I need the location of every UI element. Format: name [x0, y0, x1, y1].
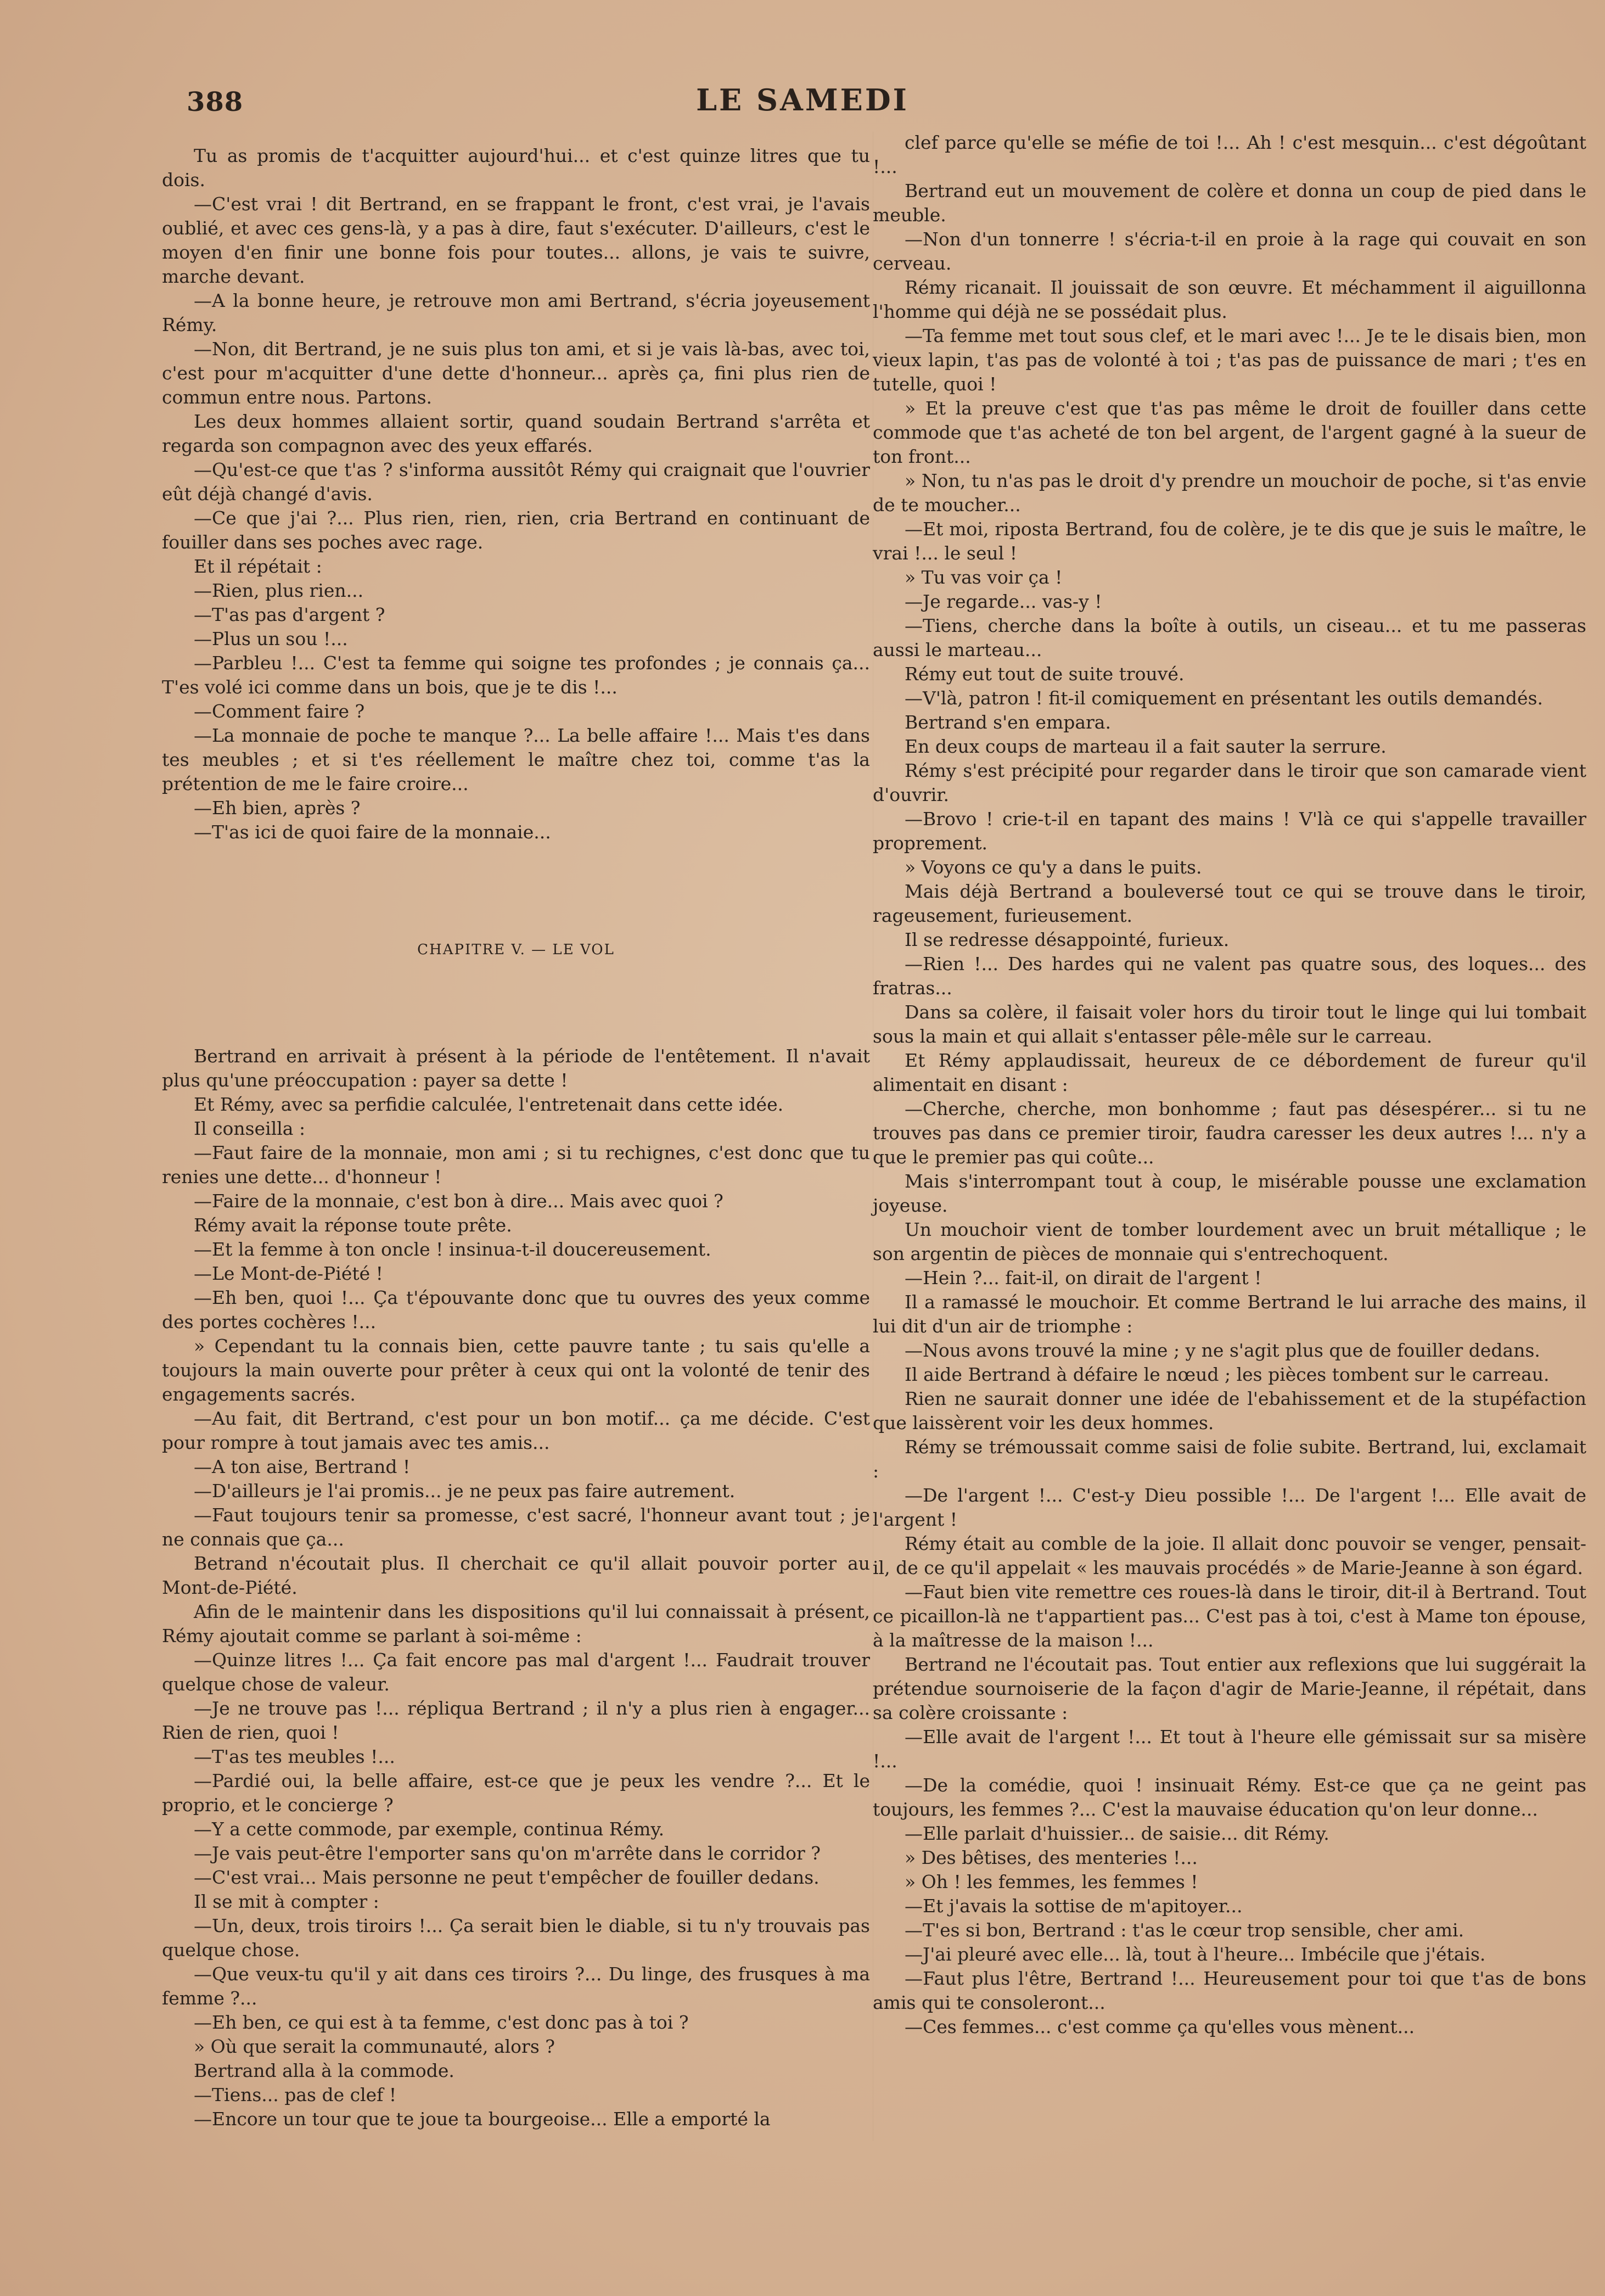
paragraph: —A ton aise, Bertrand !	[194, 1456, 411, 1477]
right-column-text	[873, 131, 1586, 2039]
paragraph: —De la comédie, quoi ! insinuait Rémy. Est-ce que ça ne geint pas toujours, les femmes ?... C'est la mauvaise éducation qu'on leur donne...	[873, 1774, 1586, 1820]
paragraph: clef parce qu'elle se méfie de toi !... Ah ! c'est mesquin... c'est dégoûtant !...	[873, 132, 1586, 177]
paragraph: En deux coups de marteau il a fait sauter la serrure.	[905, 736, 1387, 757]
paragraph: —Elle avait de l'argent !... Et tout à l'heure elle gémissait sur sa misère !...	[873, 1726, 1586, 1772]
journal-title: LE SAMEDI	[696, 82, 909, 117]
paragraph: —Faut toujours tenir sa promesse, c'est sacré, l'honneur avant tout ; je ne connais que ça...	[162, 1504, 870, 1550]
paragraph: Mais déjà Bertrand a bouleversé tout ce qui se trouve dans le tiroir, rageusement, furieusement.	[873, 881, 1586, 926]
paragraph: Il aide Bertrand à défaire le nœud ; les pièces tombent sur le carreau.	[905, 1364, 1550, 1385]
paragraph: —D'ailleurs je l'ai promis... je ne peux pas faire autrement.	[194, 1480, 736, 1502]
paragraph: —Nous avons trouvé la mine ; y ne s'agit plus que de fouiller dedans.	[905, 1340, 1540, 1361]
right-column	[873, 131, 1586, 2039]
paragraph: Betrand n'écoutait plus. Il cherchait ce qu'il allait pouvoir porter au Mont-de-Piété.	[162, 1553, 870, 1598]
paragraph: —Brovo ! crie-t-il en tapant des mains ! V'là ce qui s'appelle travailler proprement.	[873, 808, 1586, 854]
paragraph: Et Rémy, avec sa perfidie calculée, l'entretenait dans cette idée.	[194, 1094, 784, 1115]
paragraph: —Y a cette commode, par exemple, continua Rémy.	[194, 1818, 665, 1840]
paragraph: Et il répétait :	[194, 556, 322, 577]
paragraph: Et Rémy applaudissait, heureux de ce débordement de fureur qu'il alimentait en disant :	[873, 1050, 1586, 1095]
left-column-text-after	[162, 1044, 870, 2131]
paragraph: —Elle parlait d'huissier... de saisie... dit Rémy.	[905, 1823, 1329, 1844]
paragraph: Bertrand ne l'écoutait pas. Tout entier aux reflexions que lui suggérait la prétendue sournoiserie de la façon d'agir de Marie-Jeanne, il répétait, dans sa colère croissante :	[873, 1654, 1586, 1723]
paragraph: —Le Mont-de-Piété !	[194, 1263, 383, 1284]
paragraph: —Encore un tour que te joue ta bourgeoise... Elle a emporté la	[194, 2108, 771, 2130]
paragraph: —Plus un sou !...	[194, 628, 348, 649]
paragraph: —De l'argent !... C'est-y Dieu possible !... De l'argent !... Elle avait de l'argent !	[873, 1485, 1586, 1530]
paragraph: —Tiens, cherche dans la boîte à outils, un ciseau... et tu me passeras aussi le marteau...	[873, 615, 1586, 660]
paragraph: —Comment faire ?	[194, 701, 365, 722]
paragraph: —T'as pas d'argent ?	[194, 604, 385, 625]
page-number: 388	[187, 87, 244, 117]
paragraph: —Et moi, riposta Bertrand, fou de colère, je te dis que je suis le maître, le vrai !... le seul !	[873, 518, 1586, 564]
paragraph: —Rien, plus rien...	[194, 580, 364, 601]
paragraph: —La monnaie de poche te manque ?... La belle affaire !... Mais t'es dans tes meubles ; et si t'es réellement le maître chez toi, comme t'as la prétention de me le faire croire...	[162, 725, 870, 794]
paragraph: —C'est vrai... Mais personne ne peut t'empêcher de fouiller dedans.	[194, 1867, 820, 1888]
paragraph: » Où que serait la communauté, alors ?	[194, 2036, 555, 2057]
paragraph: —Non, dit Bertrand, je ne suis plus ton ami, et si je vais là-bas, avec toi, c'est pour m'acquitter d'une dette d'honneur... après ça, fini plus rien de commun entre nous. Partons.	[162, 338, 870, 408]
paragraph: » Non, tu n'as pas le droit d'y prendre un mouchoir de poche, si t'as envie de te moucher...	[873, 470, 1586, 516]
paragraph: » Des bêtises, des menteries !...	[905, 1847, 1198, 1868]
paragraph: —Eh ben, ce qui est à ta femme, c'est donc pas à toi ?	[194, 2012, 689, 2033]
paragraph: —Pardié oui, la belle affaire, est-ce que je peux les vendre ?... Et le proprio, et le concierge ?	[162, 1770, 870, 1816]
paragraph: » Voyons ce qu'y a dans le puits.	[905, 856, 1202, 878]
paragraph: —Parbleu !... C'est ta femme qui soigne tes profondes ; je connais ça... T'es volé ici comme dans un bois, que je te dis !...	[162, 652, 870, 698]
paragraph: —Quinze litres !... Ça fait encore pas mal d'argent !... Faudrait trouver quelque chose de valeur.	[162, 1649, 870, 1695]
paragraph: —Je vais peut-être l'emporter sans qu'on m'arrête dans le corridor ?	[194, 1843, 821, 1864]
paragraph: Rémy s'est précipité pour regarder dans le tiroir que son camarade vient d'ouvrir.	[873, 760, 1586, 805]
paragraph: —Tiens... pas de clef !	[194, 2084, 397, 2105]
paragraph: —Hein ?... fait-il, on dirait de l'argent !	[905, 1267, 1262, 1289]
paragraph: —Non d'un tonnerre ! s'écria-t-il en proie à la rage qui couvait en son cerveau.	[873, 228, 1586, 274]
paragraph: Rémy eut tout de suite trouvé.	[905, 663, 1185, 685]
paragraph: —Cherche, cherche, mon bonhomme ; faut pas désespérer... si tu ne trouves pas dans ce premier tiroir, faudra caresser les deux autres !... n'y a que le premier pas qui coûte...	[873, 1098, 1586, 1168]
paragraph: » Et la preuve c'est que t'as pas même le droit de fouiller dans cette commode que t'as acheté de ton bel argent, de l'argent gagné à la sueur de ton front...	[873, 397, 1586, 467]
paragraph: —J'ai pleuré avec elle... là, tout à l'heure... Imbécile que j'étais.	[905, 1944, 1486, 1965]
paragraph: Rémy se trémoussait comme saisi de folie subite. Bertrand, lui, exclamait :	[873, 1436, 1586, 1482]
paragraph: —T'es si bon, Bertrand : t'as le cœur trop sensible, cher ami.	[905, 1919, 1464, 1941]
paragraph: —Je regarde... vas-y !	[905, 591, 1102, 612]
paragraph: Bertrand alla à la commode.	[194, 2060, 454, 2081]
paragraph: » Oh ! les femmes, les femmes !	[905, 1871, 1198, 1892]
paragraph: —T'as tes meubles !...	[194, 1746, 395, 1767]
paragraph: —Faire de la monnaie, c'est bon à dire... Mais avec quoi ?	[194, 1190, 723, 1212]
paragraph: —T'as ici de quoi faire de la monnaie...	[194, 821, 551, 843]
paragraph: Rémy ricanait. Il jouissait de son œuvre. Et méchamment il aiguillonna l'homme qui déjà ne se possédait plus.	[873, 277, 1586, 322]
paragraph: Bertrand en arrivait à présent à la période de l'entêtement. Il n'avait plus qu'une préoccupation : payer sa dette !	[162, 1045, 870, 1091]
paragraph: —Que veux-tu qu'il y ait dans ces tiroirs ?... Du linge, des frusques à ma femme ?...	[162, 1963, 870, 2009]
paragraph: Rien ne saurait donner une idée de l'ebahissement et de la stupéfaction que laissèrent voir les deux hommes.	[873, 1388, 1586, 1433]
paragraph: Il a ramassé le mouchoir. Et comme Bertrand le lui arrache des mains, il lui dit d'un air de triomphe :	[873, 1291, 1586, 1337]
paragraph: Afin de le maintenir dans les dispositions qu'il lui connaissait à présent, Rémy ajoutait comme se parlant à soi-même :	[162, 1601, 870, 1647]
chapter-heading: CHAPITRE V. — LE VOL	[417, 942, 615, 958]
paragraph: —Et la femme à ton oncle ! insinua-t-il doucereusement.	[194, 1239, 711, 1260]
paragraph: Il se redresse désappointé, furieux.	[905, 929, 1230, 950]
paragraph: —Faut plus l'être, Bertrand !... Heureusement pour toi que t'as de bons amis qui te consoleront...	[873, 1968, 1586, 2013]
paragraph: Rémy avait la réponse toute prête.	[194, 1214, 512, 1236]
paragraph: Les deux hommes allaient sortir, quand soudain Bertrand s'arrêta et regarda son compagnon avec des yeux effarés.	[162, 411, 870, 456]
paragraph: —C'est vrai ! dit Bertrand, en se frappant le front, c'est vrai, je l'avais oublié, et avec ces gens-là, y a pas à dire, faut s'exécuter. D'ailleurs, c'est le moyen d'en finir une bonne fois pour toutes... allons, je vais te suivre, marche devant.	[162, 193, 870, 287]
page-header	[0, 82, 1605, 126]
paragraph: » Cependant tu la connais bien, cette pauvre tante ; tu sais qu'elle a toujours la main ouverte pour prêter à ceux qui ont la volonté de tenir des engagements sacrés.	[162, 1335, 870, 1405]
paragraph: Tu as promis de t'acquitter aujourd'hui... et c'est quinze litres que tu dois.	[162, 145, 870, 191]
paragraph: Dans sa colère, il faisait voler hors du tiroir tout le linge qui lui tombait sous la main et qui allait s'entasser pêle-mêle sur le carreau.	[873, 1001, 1586, 1047]
paragraph: —Rien !... Des hardes qui ne valent pas quatre sous, des loques... des fratras...	[873, 953, 1586, 999]
left-column	[162, 144, 870, 2131]
paragraph: —Au fait, dit Bertrand, c'est pour un bon motif... ça me décide. C'est pour rompre à tout jamais avec tes amis...	[162, 1408, 870, 1453]
paragraph: —Ces femmes... c'est comme ça qu'elles vous mènent...	[905, 2016, 1415, 2037]
paragraph: —Je ne trouve pas !... répliqua Bertrand ; il n'y a plus rien à engager... Rien de rien, quoi !	[162, 1698, 870, 1743]
paragraph: Bertrand s'en empara.	[905, 712, 1111, 733]
paragraph: —A la bonne heure, je retrouve mon ami Bertrand, s'écria joyeusement Rémy.	[162, 290, 870, 335]
paragraph: —Ta femme met tout sous clef, et le mari avec !... Je te le disais bien, mon vieux lapin, t'as pas de volonté à toi ; t'as pas de puissance de mari ; t'es en tutelle, quoi !	[873, 325, 1586, 395]
paragraph: —Faut faire de la monnaie, mon ami ; si tu rechignes, c'est donc que tu renies une dette... d'honneur !	[162, 1142, 870, 1188]
paragraph: Il conseilla :	[194, 1118, 306, 1139]
paragraph: —Qu'est-ce que t'as ? s'informa aussitôt Rémy qui craignait que l'ouvrier eût déjà changé d'avis.	[162, 459, 870, 505]
paragraph: —Et j'avais la sottise de m'apitoyer...	[905, 1895, 1243, 1917]
paragraph: Il se mit à compter :	[194, 1891, 379, 1912]
paragraph: —Eh bien, après ?	[194, 797, 361, 819]
paragraph: —V'là, patron ! fit-il comiquement en présentant les outils demandés.	[905, 687, 1543, 709]
paragraph: —Eh ben, quoi !... Ça t'épouvante donc que tu ouvres des yeux comme des portes cochères !...	[162, 1287, 870, 1332]
paragraph: Mais s'interrompant tout à coup, le misérable pousse une exclamation joyeuse.	[873, 1171, 1586, 1216]
paragraph: » Tu vas voir ça !	[905, 567, 1063, 588]
paragraph: —Faut bien vite remettre ces roues-là dans le tiroir, dit-il à Bertrand. Tout ce picaillon-là ne t'appartient pas... C'est pas à toi, c'est à Mame ton épouse, à la maîtresse de la maison !...	[873, 1581, 1586, 1651]
left-column-text-before	[162, 144, 870, 844]
paragraph: Bertrand eut un mouvement de colère et donna un coup de pied dans le meuble.	[873, 180, 1586, 226]
paragraph: —Un, deux, trois tiroirs !... Ça serait bien le diable, si tu n'y trouvais pas quelque chose.	[162, 1915, 870, 1961]
paragraph: Un mouchoir vient de tomber lourdement avec un bruit métallique ; le son argentin de pièces de monnaie qui s'entrechoquent.	[873, 1219, 1586, 1264]
paragraph: —Ce que j'ai ?... Plus rien, rien, rien, cria Bertrand en continuant de fouiller dans ses poches avec rage.	[162, 507, 870, 553]
paragraph: Rémy était au comble de la joie. Il allait donc pouvoir se venger, pensait-il, de ce qu'il appelait « les mauvais procédés » de Marie-Jeanne à son égard.	[873, 1533, 1586, 1578]
